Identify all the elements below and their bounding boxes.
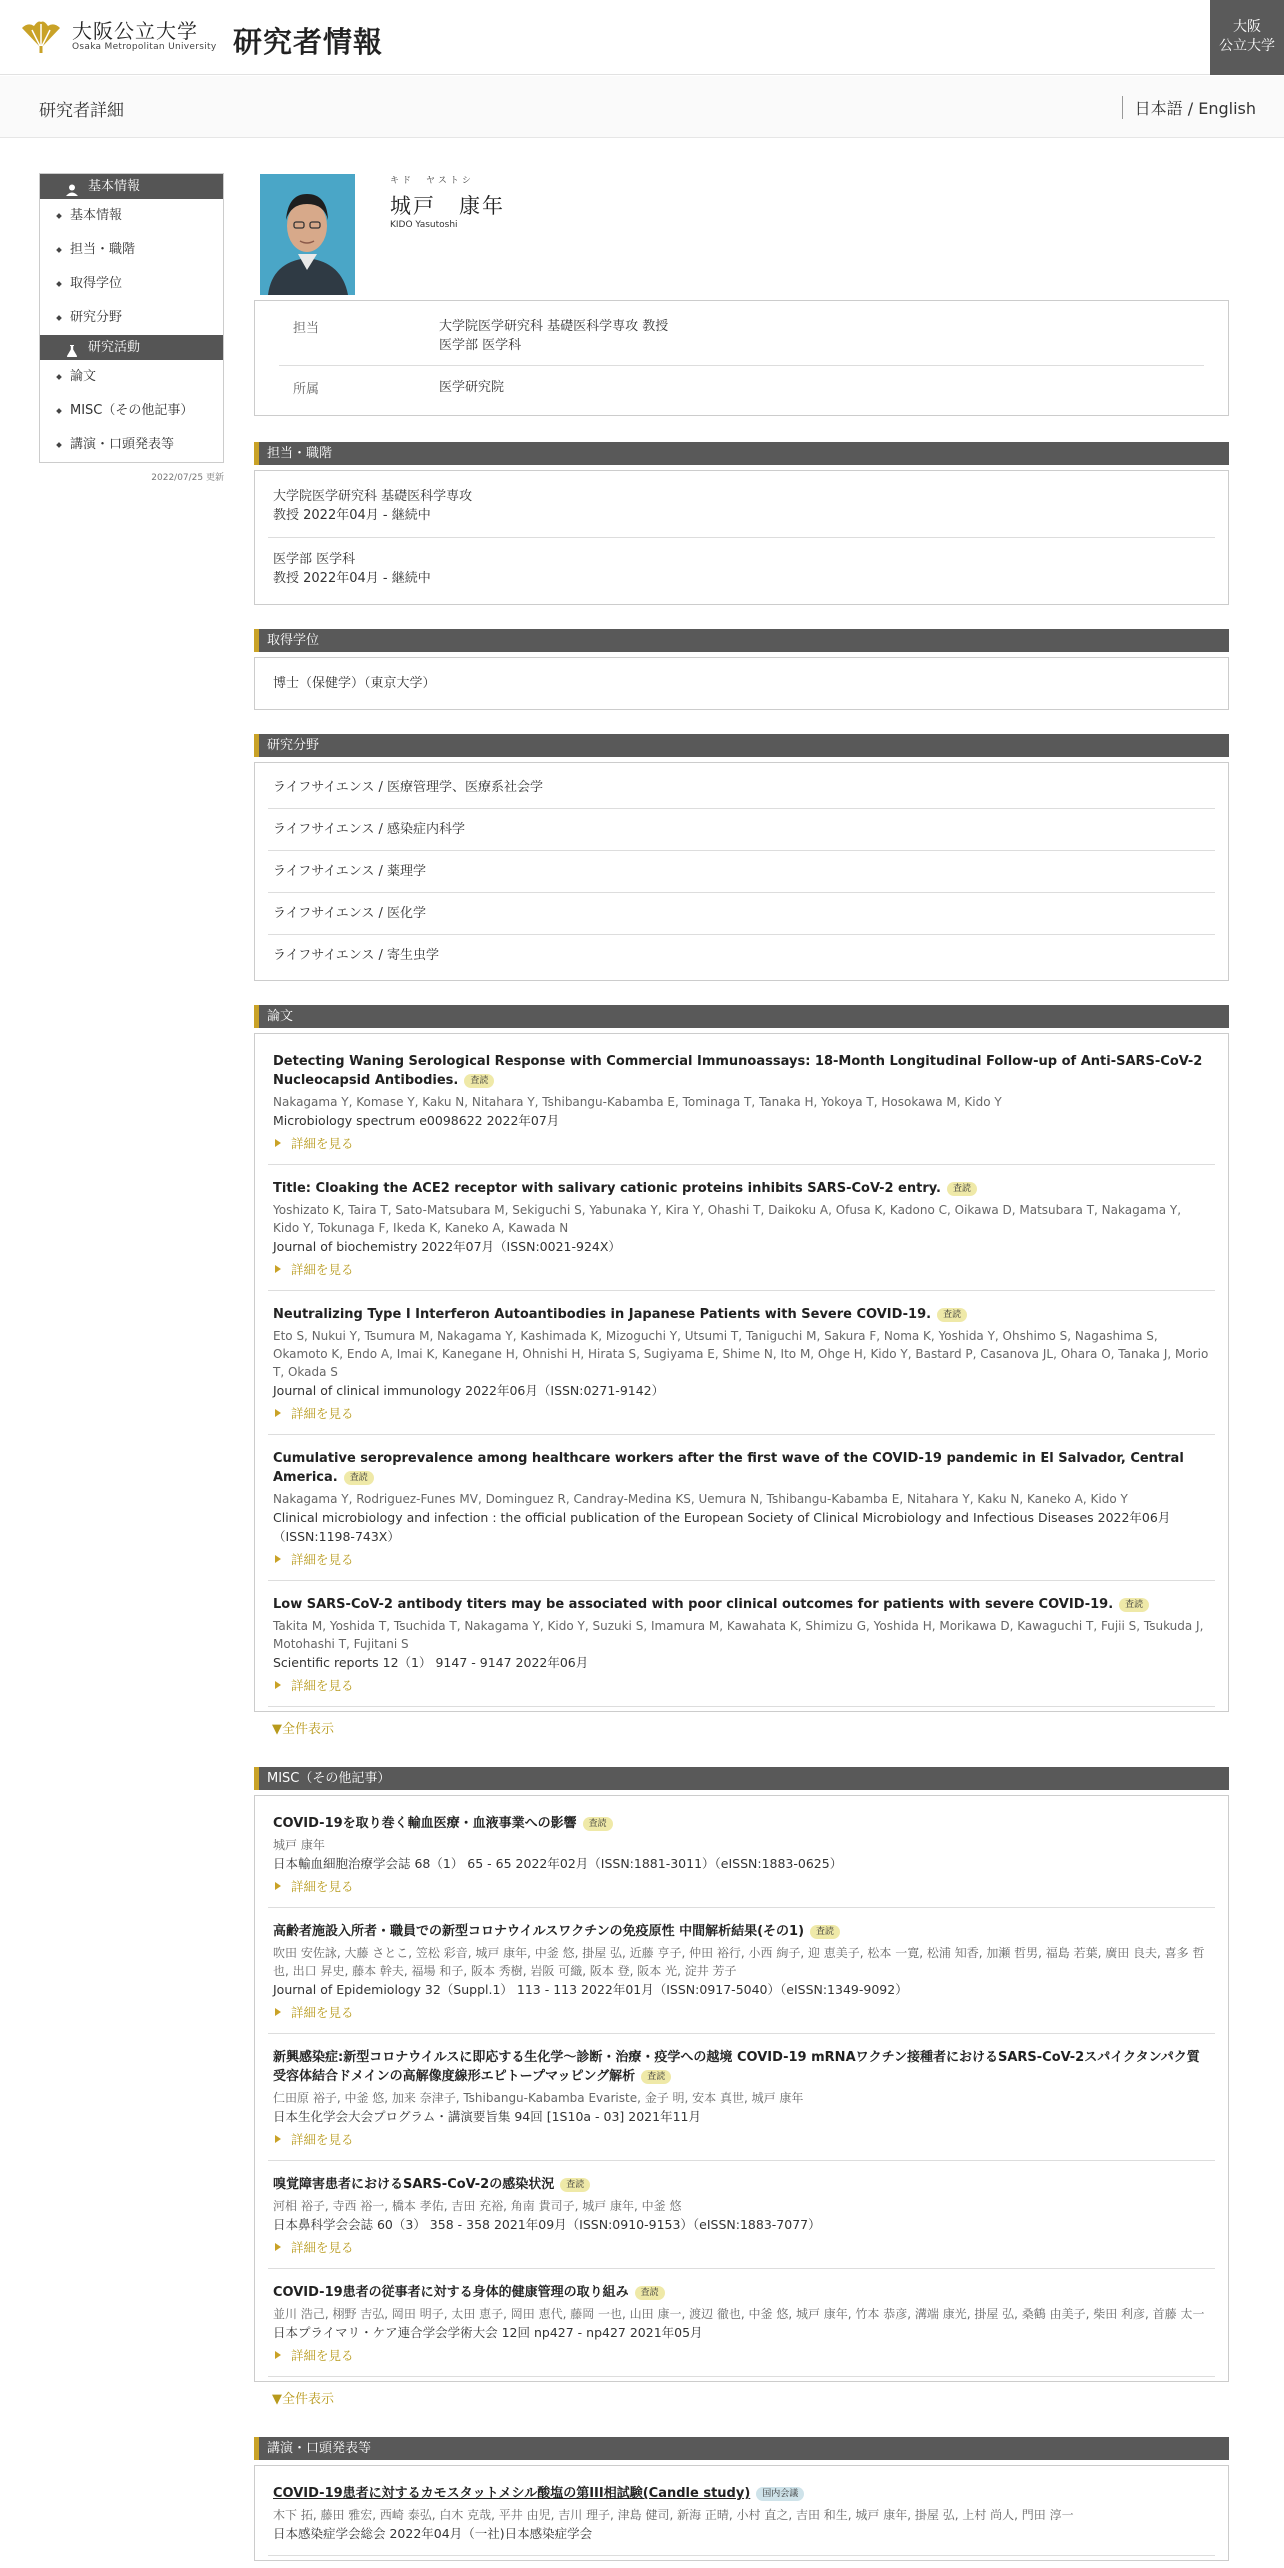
misc-authors: 吹田 安佐詠, 大藤 さとこ, 笠松 彩音, 城戸 康年, 中釜 悠, 掛屋 弘, 近藤 亨子, 仲田 裕行, 小西 絢子, 迎 恵美子, 松本 一寛, 松浦 知香, 加瀬 哲男, 福島 若葉, 廣田 良夫, 喜多 哲也, 出口 昇史, 藤本 幹夫, 福場 和子, 阪本 秀樹, 岩阪 可織, 阪本 登, 阪本 光, 淀井 芳子 <box>273 1946 1205 1978</box>
details-link[interactable]: 詳細を見る <box>273 1550 1210 1568</box>
updated-date: 2022/07/25 更新 <box>151 473 224 483</box>
paper-authors: Eto S, Nukui Y, Tsumura M, Nakagama Y, Kashimada K, Mizoguchi Y, Utsumi T, Taniguchi M, Sakura F, Noma K, Yoshida Y, Ohshimo S, Nagashima S, Okamoto K, Endo A, Imai K, Kanegane H, Ohnishi H, Hirata S, Sugiyama E, Shime N, Ito M, Ohge H, Kido Y, Bastard P, Casanova JL, Ohara O, Tanaka J, Morio T, Okada S <box>273 1329 1209 1379</box>
section-title-talks: 講演・口頭発表等 <box>254 2437 1229 2460</box>
peer-reviewed-badge: 査読 <box>1119 1598 1149 1612</box>
misc-item <box>268 2034 1215 2161</box>
details-link[interactable]: 詳細を見る <box>273 2346 1210 2364</box>
peer-reviewed-badge: 査読 <box>583 1817 613 1831</box>
list-item: ライフサイエンス / 感染症内科学 <box>268 809 1215 851</box>
details-link[interactable]: 詳細を見る <box>273 1404 1210 1422</box>
researcher-photo <box>260 174 355 295</box>
misc-journal: 日本輸血細胞治療学会誌 68（1） 65 - 65 2022年02月（ISSN:1881-3011）（eISSN:1883-0625） <box>273 1856 843 1871</box>
peer-reviewed-badge: 査読 <box>947 1182 977 1196</box>
peer-reviewed-badge: 査読 <box>464 1074 494 1088</box>
profile-header <box>254 170 1229 298</box>
info-value: 医学部 医学科 <box>439 338 522 353</box>
talk-venue: 日本感染症学会総会 2022年04月（一社)日本感染症学会 <box>273 2526 593 2541</box>
misc-authors: 並川 浩己, 栩野 吉弘, 岡田 明子, 太田 恵子, 岡田 恵代, 藤岡 一也, 山田 康一, 渡辺 徹也, 中釜 悠, 城戸 康年, 竹本 恭彦, 溝端 康光, 掛屋 弘, 桑鶴 由美子, 柴田 利彦, 首藤 太一 <box>273 2307 1205 2321</box>
talk-title[interactable]: COVID-19患者に対するカモスタットメシル酸塩の第III相試験(Candle study) <box>273 2486 751 2501</box>
peer-reviewed-badge: 査読 <box>810 1925 840 1939</box>
profile-info-box <box>254 300 1229 416</box>
corner-badge-line1: 大阪 <box>1233 19 1261 35</box>
paper-authors: Takita M, Yoshida T, Tsuchida T, Nakagama Y, Kido Y, Suzuki S, Imamura M, Kawahata K, Shimizu G, Yoshida H, Morikawa D, Kawaguchi T, Fujii S, Tsukuda J, Motohashi T, Fujitani S <box>273 1619 1204 1651</box>
paper-item <box>268 1581 1215 1707</box>
misc-title[interactable]: 嗅覚障害患者におけるSARS-CoV-2の感染状況 <box>273 2177 555 2192</box>
paper-item <box>268 1435 1215 1581</box>
peer-reviewed-badge: 査読 <box>937 1308 967 1322</box>
details-link[interactable]: 詳細を見る <box>273 2238 1210 2256</box>
section-title-degrees: 取得学位 <box>254 629 1229 652</box>
misc-journal: 日本生化学会大会プログラム・講演要旨集 94回 [1S10a - 03] 2021年11月 <box>273 2109 701 2124</box>
site-title: 研究者情報 <box>233 25 384 59</box>
peer-reviewed-badge: 査読 <box>344 1471 374 1485</box>
details-link[interactable]: 詳細を見る <box>273 2003 1210 2021</box>
details-link[interactable]: 詳細を見る <box>273 1877 1210 1895</box>
section-title-fields: 研究分野 <box>254 734 1229 757</box>
sidebar <box>39 173 224 483</box>
info-value: 大学院医学研究科 基礎医科学専攻 教授 <box>439 319 669 334</box>
misc-journal: 日本鼻科学会会誌 60（3） 358 - 358 2021年09月（ISSN:0910-9153）（eISSN:1883-7077） <box>273 2217 821 2232</box>
name-en: KIDO Yasutoshi <box>390 220 458 230</box>
misc-authors: 河相 裕子, 寺西 裕一, 橋本 孝佑, 吉田 充裕, 角南 貴司子, 城戸 康年, 中釜 悠 <box>273 2199 682 2213</box>
sidebar-group-basic <box>40 174 223 199</box>
misc-journal: 日本プライマリ・ケア連合学会学術大会 12回 np427 - np427 2021年05月 <box>273 2325 703 2340</box>
positions-box <box>254 470 1229 605</box>
misc-title[interactable]: COVID-19を取り巻く輸血医療・血液事業への影響 <box>273 1816 577 1831</box>
person-icon <box>66 180 78 192</box>
sidebar-item-papers[interactable]: 論文 <box>40 360 223 394</box>
position-org: 医学部 医学科 <box>273 552 356 567</box>
info-value: 医学研究院 <box>439 380 505 395</box>
paper-journal: Journal of biochemistry 2022年07月（ISSN:0021-924X） <box>273 1239 621 1254</box>
misc-item <box>268 1800 1215 1908</box>
info-label: 担当 <box>293 321 320 336</box>
logo-jp-text: 大阪公立大学 <box>72 19 198 43</box>
sidebar-nav <box>39 173 224 463</box>
ginkgo-logo-icon <box>18 18 64 54</box>
domestic-conference-badge: 国内会議 <box>756 2487 804 2501</box>
university-logo[interactable] <box>18 18 217 54</box>
paper-title[interactable]: Neutralizing Type I Interferon Autoantibodies in Japanese Patients with Severe COVID-19. <box>273 1307 932 1322</box>
show-all-misc-link[interactable]: ▼全件表示 <box>272 2392 334 2407</box>
site-header <box>0 0 1284 75</box>
list-item: ライフサイエンス / 寄生虫学 <box>273 948 440 963</box>
position-term: 教授 2022年04月 - 継続中 <box>273 571 431 586</box>
degrees-box <box>254 657 1229 710</box>
page-title: 研究者詳細 <box>39 101 124 121</box>
papers-box <box>254 1033 1229 1712</box>
details-link[interactable]: 詳細を見る <box>273 1134 1210 1152</box>
flask-icon <box>66 341 78 353</box>
misc-title[interactable]: 新興感染症:新型コロナウイルスに即応する生化学〜診断・治療・疫学への越境 COVID-19 mRNAワクチン接種者におけるSARS-CoV-2スパイクタンパク質受容体結合ドメインの高解像度線形エピトープマッピング解析 <box>273 2050 1200 2084</box>
sub-header <box>0 76 1284 138</box>
talk-item <box>268 2470 1215 2556</box>
paper-item <box>268 1291 1215 1435</box>
section-title-papers: 論文 <box>254 1005 1229 1028</box>
sidebar-item-basic-info[interactable]: 基本情報 <box>40 199 223 233</box>
language-switch[interactable]: 日本語 / English <box>1122 96 1256 119</box>
sidebar-group-research <box>40 335 223 360</box>
details-link[interactable]: 詳細を見る <box>273 1260 1210 1278</box>
details-link[interactable]: 詳細を見る <box>273 2130 1210 2148</box>
name-jp: 城戸 康年 <box>390 194 505 218</box>
sidebar-item-positions[interactable]: 担当・職階 <box>40 233 223 267</box>
misc-title[interactable]: 高齢者施設入所者・職員での新型コロナウイルスワクチンの免疫原性 中間解析結果(その1) <box>273 1924 805 1939</box>
logo-en-text: Osaka Metropolitan University <box>72 42 217 52</box>
details-link[interactable]: 詳細を見る <box>273 1676 1210 1694</box>
list-item: ライフサイエンス / 薬理学 <box>268 851 1215 893</box>
sidebar-item-degrees[interactable]: 取得学位 <box>40 267 223 301</box>
sidebar-item-talks[interactable]: 講演・口頭発表等 <box>40 428 223 462</box>
misc-item <box>268 1908 1215 2034</box>
section-title-misc: MISC（その他記事） <box>254 1767 1229 1790</box>
misc-authors: 仁田原 裕子, 中釜 悠, 加来 奈津子, Tshibangu-Kabamba Evariste, 金子 明, 安本 真世, 城戸 康年 <box>273 2091 804 2105</box>
position-org: 大学院医学研究科 基礎医科学専攻 <box>273 489 473 504</box>
talk-authors: 木下 拓, 藤田 雅宏, 西崎 泰弘, 白木 克哉, 平井 由児, 吉川 理子, 津島 健司, 新海 正晴, 小村 直之, 吉田 和生, 城戸 康年, 掛屋 弘, 上村 尚人, 門田 淳一 <box>273 2508 1074 2522</box>
list-item <box>268 538 1215 600</box>
paper-title[interactable]: Cumulative seroprevalence among healthcare workers after the first wave of the COVID-19 pandemic in El Salvador, Central America. <box>273 1451 1184 1485</box>
misc-item <box>268 2269 1215 2377</box>
list-item <box>268 475 1215 538</box>
info-row-assignment <box>279 313 1204 366</box>
info-row-affiliation <box>279 366 1204 407</box>
info-label: 所属 <box>293 382 320 397</box>
paper-title[interactable]: Detecting Waning Serological Response with Commercial Immunoassays: 18-Month Longitudinal Follow-up of Anti-SARS-CoV-2 Nucleocapsid Antibodies. <box>273 1054 1203 1088</box>
misc-journal: Journal of Epidemiology 32（Suppl.1） 113 - 113 2022年01月（ISSN:0917-5040）（eISSN:1349-9092） <box>273 1982 908 1997</box>
peer-reviewed-badge: 査読 <box>641 2070 671 2084</box>
corner-badge[interactable] <box>1210 0 1284 75</box>
paper-journal: Microbiology spectrum e0098622 2022年07月 <box>273 1113 560 1128</box>
main-content <box>254 170 1229 2561</box>
misc-item <box>268 2161 1215 2269</box>
paper-item <box>268 1165 1215 1291</box>
paper-authors: Nakagama Y, Komase Y, Kaku N, Nitahara Y, Tshibangu-Kabamba E, Tominaga T, Tanaka H, Yokoya T, Hosokawa M, Kido Y <box>273 1095 1002 1109</box>
sidebar-group-research-label: 研究活動 <box>88 340 141 355</box>
misc-authors: 城戸 康年 <box>273 1838 325 1852</box>
fields-box <box>254 762 1229 981</box>
peer-reviewed-badge: 査読 <box>560 2178 590 2192</box>
paper-journal: Clinical microbiology and infection : the official publication of the European Society of Clinical Microbiology and Infectious Diseases 2022年06月（ISSN:1198-743X） <box>273 1510 1171 1544</box>
position-term: 教授 2022年04月 - 継続中 <box>273 508 431 523</box>
paper-journal: Journal of clinical immunology 2022年06月（ISSN:0271-9142） <box>273 1383 665 1398</box>
corner-badge-line2: 公立大学 <box>1219 38 1275 54</box>
sidebar-item-fields[interactable]: 研究分野 <box>40 301 223 335</box>
paper-journal: Scientific reports 12（1） 9147 - 9147 2022年06月 <box>273 1655 589 1670</box>
misc-title[interactable]: COVID-19患者の従事者に対する身体的健康管理の取り組み <box>273 2285 629 2300</box>
sidebar-item-misc[interactable]: MISC（その他記事） <box>40 394 223 428</box>
list-item: 博士（保健学）（東京大学） <box>273 676 436 691</box>
paper-item <box>268 1038 1215 1165</box>
misc-box <box>254 1795 1229 2382</box>
name-kana: キド ヤストシ <box>390 176 474 186</box>
paper-authors: Nakagama Y, Rodriguez-Funes MV, Dominguez R, Candray-Medina KS, Uemura N, Tshibangu-Kabamba E, Nitahara Y, Kaku N, Kaneko A, Kido Y <box>273 1492 1128 1506</box>
list-item: ライフサイエンス / 医化学 <box>268 893 1215 935</box>
paper-authors: Yoshizato K, Taira T, Sato-Matsubara M, Sekiguchi S, Yabunaka Y, Kira Y, Ohashi T, Daikoku A, Ofusa K, Kadono C, Oikawa D, Matsubara T, Nakagama Y, Kido Y, Tokunaga F, Ikeda K, Kaneko A, Kawada N <box>273 1203 1182 1235</box>
section-title-positions: 担当・職階 <box>254 442 1229 465</box>
paper-title[interactable]: Low SARS-CoV-2 antibody titers may be associated with poor clinical outcomes for patients with severe COVID-19. <box>273 1597 1114 1612</box>
sidebar-group-basic-label: 基本情報 <box>88 179 141 194</box>
list-item: ライフサイエンス / 医療管理学、医療系社会学 <box>268 767 1215 809</box>
show-all-papers-link[interactable]: ▼全件表示 <box>272 1722 334 1737</box>
paper-title[interactable]: Title: Cloaking the ACE2 receptor with salivary cationic proteins inhibits SARS-CoV-2 entry. <box>273 1181 941 1196</box>
talks-box <box>254 2465 1229 2561</box>
peer-reviewed-badge: 査読 <box>635 2286 665 2300</box>
